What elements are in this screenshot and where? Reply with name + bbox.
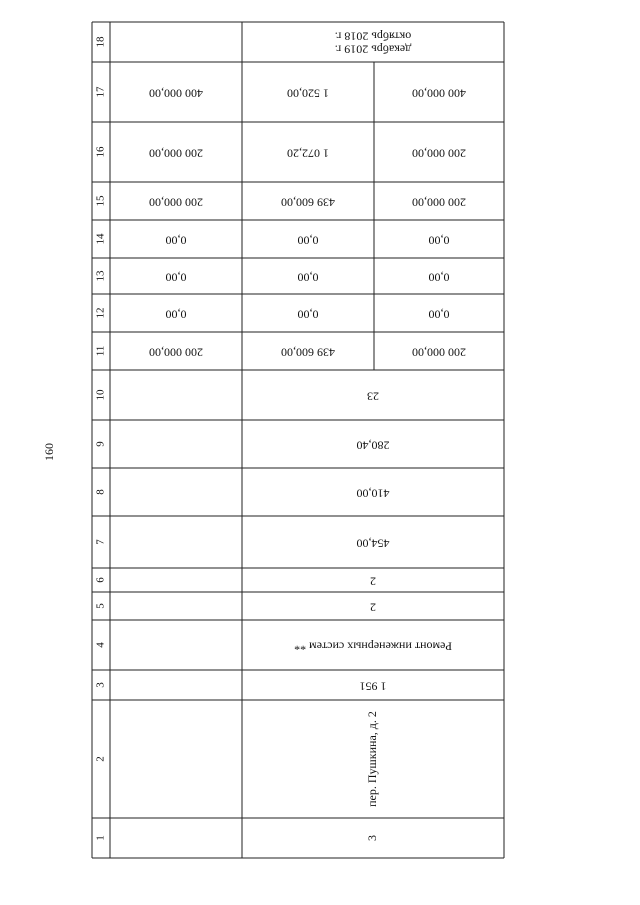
col17-value-a: 1 520,00 xyxy=(287,86,329,101)
col-number-1: 1 xyxy=(94,835,107,841)
col13-total: 0,00 xyxy=(165,270,187,285)
col-number-10: 10 xyxy=(94,389,107,401)
col-number-2: 2 xyxy=(94,756,107,762)
col6-value: 2 xyxy=(370,574,376,589)
col-number-3: 3 xyxy=(94,682,107,688)
col17-value-b: 400 000,00 xyxy=(412,86,466,101)
col1-row-number: 3 xyxy=(364,835,379,841)
col13-value-b: 0,00 xyxy=(428,270,450,285)
col-number-13: 13 xyxy=(94,270,107,282)
col16-value-b: 200 000,00 xyxy=(412,146,466,161)
period-start: октябрь 2018 г. xyxy=(334,29,412,44)
col11-total: 200 000,00 xyxy=(149,345,203,360)
col3-year: 1 951 xyxy=(359,679,387,694)
col16-total: 200 000,00 xyxy=(149,146,203,161)
col14-total: 0,00 xyxy=(165,233,187,248)
col15-value-b: 200 000,00 xyxy=(412,195,466,210)
col-number-6: 6 xyxy=(94,577,107,583)
col-number-7: 7 xyxy=(94,539,107,545)
col-number-15: 15 xyxy=(94,195,107,207)
col-number-9: 9 xyxy=(94,441,107,447)
col-number-8: 8 xyxy=(94,489,107,495)
col-number-5: 5 xyxy=(94,603,107,609)
col13-value-a: 0,00 xyxy=(297,270,319,285)
col15-value-a: 439 600,00 xyxy=(281,195,335,210)
col-number-12: 12 xyxy=(94,307,107,319)
col-number-16: 16 xyxy=(94,146,107,158)
col12-total: 0,00 xyxy=(165,307,187,322)
col-number-11: 11 xyxy=(94,345,107,357)
col-number-17: 17 xyxy=(94,86,107,98)
col14-value-b: 0,00 xyxy=(428,233,450,248)
col5-value: 2 xyxy=(370,600,376,615)
col2-address: пер. Пушкина, д. 2 xyxy=(364,711,379,807)
col11-value-a: 439 600,00 xyxy=(281,345,335,360)
col-number-4: 4 xyxy=(94,642,107,648)
col11-value-b: 200 000,00 xyxy=(412,345,466,360)
period-end: декабрь 2019 г. xyxy=(334,42,412,57)
col10-value: 23 xyxy=(367,389,379,404)
col4-work-type: Ремонт инженерных систем ** xyxy=(294,639,452,654)
col16-value-a: 1 072,20 xyxy=(287,146,329,161)
col-number-18: 18 xyxy=(94,36,107,48)
page-number: 160 xyxy=(41,443,56,461)
col8-value: 410,00 xyxy=(356,486,390,501)
col9-value: 280,40 xyxy=(356,438,390,453)
table-values xyxy=(149,29,466,841)
col-number-14: 14 xyxy=(94,233,107,245)
column-numbers xyxy=(95,36,107,841)
col15-total: 200 000,00 xyxy=(149,195,203,210)
col7-value: 454,00 xyxy=(356,536,390,551)
col12-value-b: 0,00 xyxy=(428,307,450,322)
col12-value-a: 0,00 xyxy=(297,307,319,322)
col14-value-a: 0,00 xyxy=(297,233,319,248)
col17-total: 400 000,00 xyxy=(149,86,203,101)
